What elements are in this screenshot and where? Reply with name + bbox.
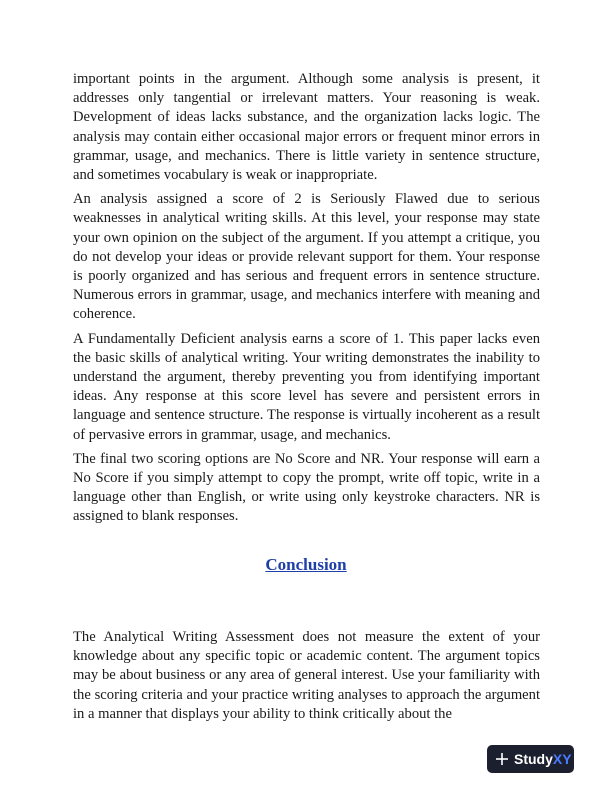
conclusion-paragraph: The Analytical Writing Assessment does not measure the extent of your knowledge about any specific topic or academic content. The argument topics may be about business or any area of general interest. Use your familiarity with the scoring criteria and your practice writing analyses to approach the argument in a manner that displays your ability to think critically about the — [73, 629, 540, 722]
paragraph-score-2: An analysis assigned a score of 2 is Seriously Flawed due to serious weaknesses in analytical writing skills. At this level, your response may state your own opinion on the subject of the argument. If you attempt a critique, you do not develop your ideas or provide relevant support for them. Your response is poorly organized and has serious and frequent errors in sentence structure. Numerous errors in grammar, usage, and mechanics interfere with meaning and coherence. — [73, 191, 540, 323]
brand-name-part2: XY — [552, 751, 572, 767]
conclusion-heading: Conclusion — [265, 555, 347, 574]
conclusion-section — [73, 628, 540, 724]
paragraph-score-1: A Fundamentally Deficient analysis earns a score of 1. This paper lacks even the basic skills of analytical writing. Your writing demonstrates the inability to understand the argument, thereby preventing you from identifying important ideas. Any response at this score level has severe and persistent errors in language and sentence structure. The response is virtually incoherent as a result of pervasive errors in grammar, usage, and mechanics. — [73, 330, 540, 443]
document-body — [73, 70, 540, 532]
paragraph-score-3: important points in the argument. Although some analysis is present, it addresses only tangential or irrelevant matters. Your reasoning is weak. Development of ideas lacks substance, and the organization lacks logic. The analysis may contain either occasional major errors or frequent minor errors in grammar, usage, and mechanics. There is little variety in sentence structure, and sometimes vocabulary is weak or inappropriate. — [73, 71, 540, 184]
brand-name-part1: Study — [514, 751, 553, 767]
plus-icon — [495, 752, 509, 766]
paragraph-no-score: The final two scoring options are No Score and NR. Your response will earn a No Score if you simply attempt to copy the prompt, write off topic, write in a language other than English, or write using only keystroke characters. NR is assigned to blank responses. — [73, 450, 540, 525]
studyxy-badge[interactable] — [487, 745, 574, 773]
